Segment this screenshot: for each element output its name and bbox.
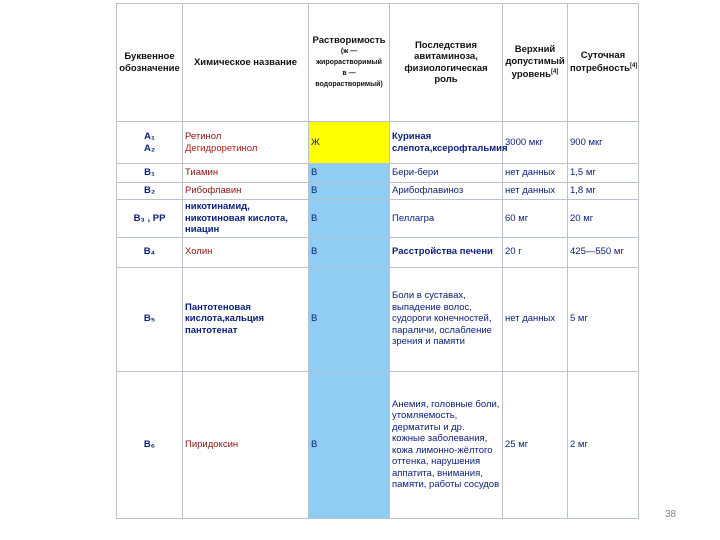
effects-cell: Боли в суставах, выпадение волос, судороги конечностей, параличи, ослабление зрения и памяти: [390, 267, 503, 371]
page-number: 38: [665, 509, 677, 520]
daily-cell: 425—550 мг: [568, 237, 639, 267]
solubility-cell: В: [309, 371, 390, 518]
header-solubility-fat: (ж — жирорастворимый: [316, 48, 382, 67]
daily-cell: 1,5 мг: [568, 164, 639, 183]
max-cell: нет данных: [503, 164, 568, 183]
max-cell: 3000 мкг: [503, 122, 568, 164]
solubility-cell: В: [309, 267, 390, 371]
vitamin-table: [116, 3, 639, 519]
solubility-cell: В: [309, 237, 390, 267]
effects-cell: Расстройства печени: [390, 237, 503, 267]
header-max-label: Верхний допустимый уровень: [505, 44, 565, 81]
effects-cell: Анемия, головные боли, утомляемость, дерматиты и др. кожные заболевания, кожа лимонно-жёлтого оттенка, нарушения аппатита, внимания, памяти, работы сосудов: [390, 371, 503, 518]
max-cell: нет данных: [503, 267, 568, 371]
header-solubility-title: Растворимость: [312, 34, 386, 46]
letter-cell: [117, 122, 183, 164]
header-max: [503, 4, 568, 122]
chem-cell: [183, 122, 309, 164]
header-solubility-water: в — водорастворимый): [315, 70, 383, 89]
solubility-cell: В: [309, 164, 390, 183]
daily-cell: 900 мкг: [568, 122, 639, 164]
max-cell: нет данных: [503, 183, 568, 200]
chem-cell: Тиамин: [183, 164, 309, 183]
chem-dehydroretinol: Дегидроретинол: [185, 142, 258, 154]
header-daily-ref: [4]: [629, 63, 638, 70]
header-effects: Последствия авитаминоза, физиологическая роль: [390, 4, 503, 122]
chem-cell: Рибофлавин: [183, 183, 309, 200]
daily-cell: 5 мг: [568, 267, 639, 371]
header-solubility: [309, 4, 390, 122]
letter-cell: B₂: [117, 183, 183, 200]
table-row: [117, 371, 639, 518]
header-row: [117, 4, 639, 122]
header-daily-label: Суточная потребность: [570, 49, 630, 75]
table-row: [117, 122, 639, 164]
chem-cell: никотинамид, никотиновая кислота, ниацин: [183, 200, 309, 238]
header-daily: [568, 4, 639, 122]
header-chem-name: Химическое название: [183, 4, 309, 122]
max-cell: 20 г: [503, 237, 568, 267]
daily-cell: 1,8 мг: [568, 183, 639, 200]
chem-cell: Холин: [183, 237, 309, 267]
letter-a1: А₁: [144, 131, 155, 142]
max-cell: 25 мг: [503, 371, 568, 518]
solubility-cell: В: [309, 200, 390, 238]
letter-cell: B₃ , PP: [117, 200, 183, 238]
solubility-cell: В: [309, 183, 390, 200]
table-row: [117, 267, 639, 371]
letter-cell: B₅: [117, 267, 183, 371]
header-letter: Буквенное обозначение: [117, 4, 183, 122]
table-row: [117, 237, 639, 267]
chem-retinol: Ретинол: [185, 131, 222, 142]
max-cell: 60 мг: [503, 200, 568, 238]
solubility-cell: Ж: [309, 122, 390, 164]
header-max-ref: [4]: [551, 69, 559, 76]
effects-cell: Бери-бери: [390, 164, 503, 183]
effects-cell: Куриная слепота,ксерофтальмия: [390, 122, 503, 164]
effects-cell: Пеллагра: [390, 200, 503, 238]
effects-cell: Арибофлавиноз: [390, 183, 503, 200]
table-row: [117, 183, 639, 200]
daily-cell: 20 мг: [568, 200, 639, 238]
daily-cell: 2 мг: [568, 371, 639, 518]
table-row: [117, 164, 639, 183]
chem-cell: Пантотеновая кислота,кальция пантотенат: [183, 267, 309, 371]
letter-cell: B₁: [117, 164, 183, 183]
letter-a2: А₂: [143, 142, 156, 154]
letter-cell: B₄: [117, 237, 183, 267]
letter-cell: B₆: [117, 371, 183, 518]
chem-cell: Пиридоксин: [183, 371, 309, 518]
table-row: [117, 200, 639, 238]
